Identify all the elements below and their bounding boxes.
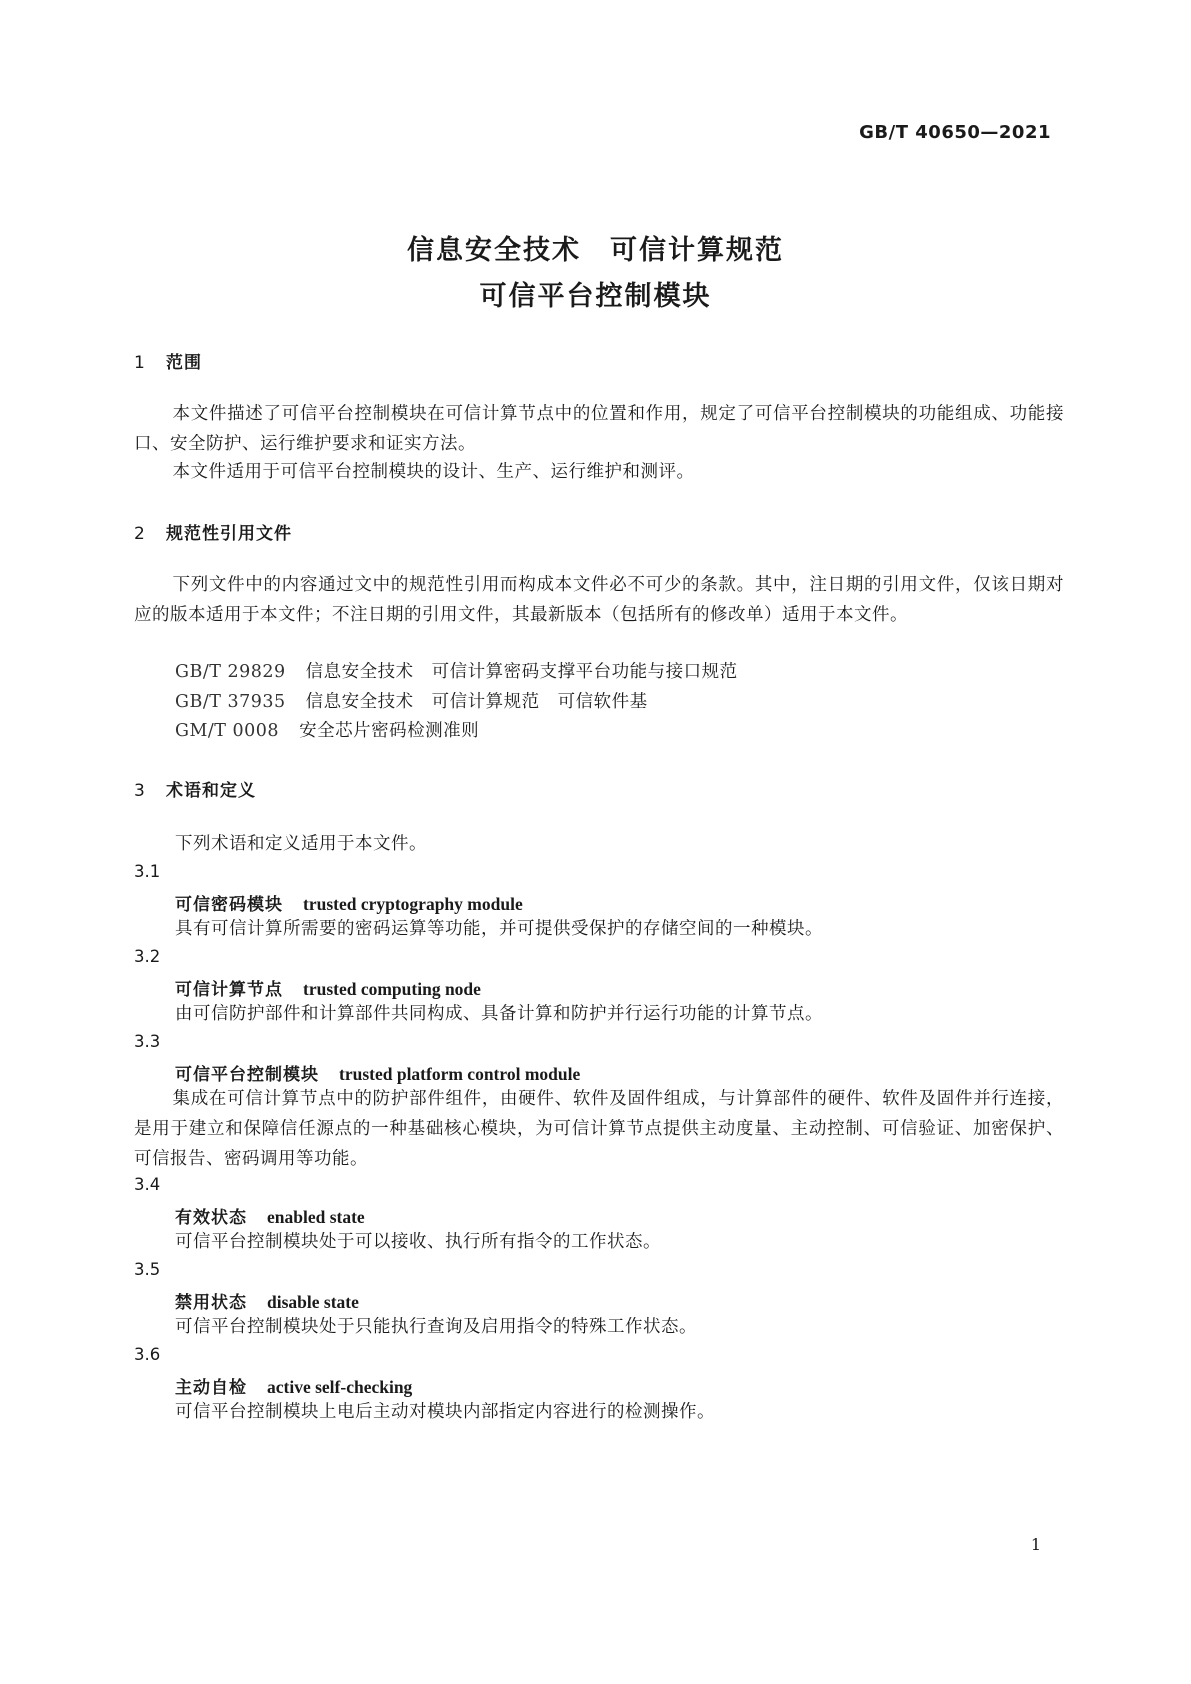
term-definition: 集成在可信计算节点中的防护部件组件，由硬件、软件及固件组成，与计算部件的硬件、软件及固件并行连接，是用于建立和保障信任源点的一种基础核心模块，为可信计算节点提供主动度量、主动控制、可信验证、加密保护、可信报告、密码调用等功能。	[134, 1089, 1064, 1169]
section-heading-terms	[134, 776, 256, 801]
document-title-line1: 信息安全技术 可信计算规范	[407, 235, 784, 266]
term-en: active self-checking	[267, 1377, 413, 1397]
term-heading	[175, 975, 481, 1000]
term-number: 3.5	[134, 1260, 161, 1279]
term-heading	[175, 1203, 365, 1228]
references-paragraph: 下列文件中的内容通过文中的规范性引用而构成本文件必不可少的条款。其中，注日期的引用文件，仅该日期对应的版本适用于本文件；不注日期的引用文件，其最新版本（包括所有的修改单）适用于本文件。	[134, 575, 1064, 625]
term-definition: 可信平台控制模块处于只能执行查询及启用指令的特殊工作状态。	[175, 1317, 697, 1337]
term-zh: 主动自检	[175, 1378, 247, 1398]
scope-paragraph-1: 本文件描述了可信平台控制模块在可信计算节点中的位置和作用，规定了可信平台控制模块的功能组成、功能接口、安全防护、运行维护要求和证实方法。	[134, 404, 1064, 454]
reference-item	[175, 717, 479, 742]
section-title: 术语和定义	[166, 781, 256, 801]
term-zh: 可信密码模块	[175, 895, 283, 915]
term-en: disable state	[267, 1292, 359, 1312]
term-definition: 具有可信计算所需要的密码运算等功能，并可提供受保护的存储空间的一种模块。	[175, 919, 823, 939]
reference-item	[175, 688, 648, 713]
section-number: 1	[134, 353, 146, 373]
term-en: trusted platform control module	[339, 1064, 581, 1084]
term-definition: 由可信防护部件和计算部件共同构成、具备计算和防护并行运行功能的计算节点。	[175, 1004, 823, 1024]
reference-title: 信息安全技术 可信计算密码支撑平台功能与接口规范	[305, 662, 738, 682]
reference-code: GM/T 0008	[175, 721, 280, 741]
reference-title: 信息安全技术 可信计算规范 可信软件基	[305, 692, 648, 712]
reference-code: GB/T 37935	[175, 692, 286, 712]
section-heading-scope	[134, 348, 202, 373]
scope-paragraph-2: 本文件适用于可信平台控制模块的设计、生产、运行维护和测评。	[172, 462, 695, 482]
section-title: 规范性引用文件	[166, 524, 292, 544]
term-definition: 可信平台控制模块处于可以接收、执行所有指令的工作状态。	[175, 1232, 661, 1252]
term-number: 3.2	[134, 947, 161, 966]
section-title: 范围	[166, 353, 202, 373]
term-en: enabled state	[267, 1207, 365, 1227]
term-heading	[175, 890, 523, 915]
reference-title: 安全芯片密码检测准则	[299, 721, 480, 741]
term-zh: 禁用状态	[175, 1293, 247, 1313]
term-zh: 有效状态	[175, 1208, 247, 1228]
term-number: 3.1	[134, 862, 161, 881]
term-heading	[175, 1060, 580, 1085]
term-number: 3.3	[134, 1032, 161, 1051]
standard-code: GB/T 40650—2021	[859, 122, 1051, 143]
term-heading	[175, 1288, 359, 1313]
term-zh: 可信计算节点	[175, 980, 283, 1000]
term-zh: 可信平台控制模块	[175, 1065, 319, 1085]
term-number: 3.6	[134, 1345, 161, 1364]
document-title-line2: 可信平台控制模块	[479, 281, 712, 312]
term-en: trusted cryptography module	[303, 894, 523, 914]
section-number: 2	[134, 524, 146, 544]
reference-code: GB/T 29829	[175, 662, 286, 682]
term-definition: 可信平台控制模块上电后主动对模块内部指定内容进行的检测操作。	[175, 1402, 715, 1422]
page-number: 1	[1030, 1535, 1041, 1554]
section-number: 3	[134, 781, 146, 801]
term-number: 3.4	[134, 1175, 161, 1194]
terms-intro: 下列术语和定义适用于本文件。	[175, 834, 427, 854]
section-heading-normative-references	[134, 519, 292, 544]
reference-item	[175, 658, 738, 683]
term-heading	[175, 1373, 412, 1398]
term-en: trusted computing node	[303, 979, 481, 999]
